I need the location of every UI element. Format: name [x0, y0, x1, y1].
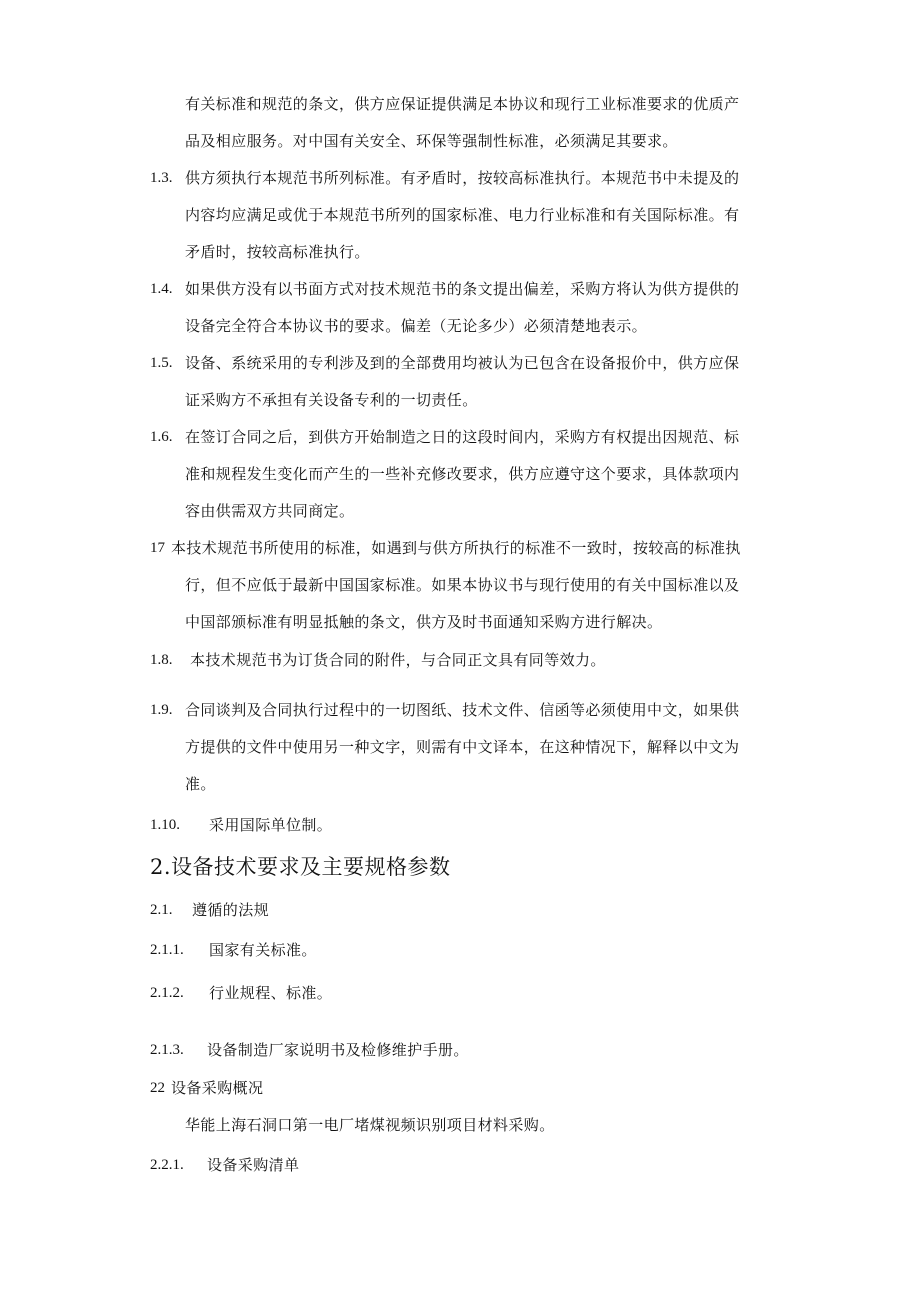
section-2-1-1-text: 国家有关标准。	[209, 941, 317, 959]
clause-line: 供方须执行本规范书所列标准。有矛盾时，按较高标准执行。本规范书中未提及的	[185, 169, 740, 187]
section-2-1-title: 遵循的法规	[192, 901, 270, 919]
section-2-2-title: 设备采购概况	[171, 1079, 264, 1097]
clause-number: 1.9.	[150, 702, 173, 718]
clause-line: 本技术规范书所使用的标准，如遇到与供方所执行的标准不一致时，按较高的标准执	[171, 539, 741, 557]
clause-line: 合同谈判及合同执行过程中的一切图纸、技术文件、信函等必须使用中文，如果供	[185, 701, 740, 719]
clause-number: 1.10.	[150, 817, 180, 833]
clause-line: 采用国际单位制。	[209, 816, 333, 834]
section-2-1-1-number: 2.1.1.	[150, 942, 184, 958]
clause-number: 1.4.	[150, 281, 173, 297]
clause-line: 如果供方没有以书面方式对技术规范书的条文提出偏差，采购方将认为供方提供的	[185, 280, 740, 298]
clause-line: 在签订合同之后，到供方开始制造之日的这段时间内，采购方有权提出因规范、标	[185, 428, 740, 446]
section-2-1-2-text: 行业规程、标准。	[209, 984, 333, 1002]
section-2-2-number: 22	[150, 1080, 165, 1096]
clause-line: 设备完全符合本协议书的要求。偏差（无论多少）必须清楚地表示。	[185, 317, 648, 335]
clause-number: 1.3.	[150, 170, 173, 186]
section-2-heading: 2.设备技术要求及主要规格参数	[150, 855, 451, 879]
clause-line: 方提供的文件中使用另一种文字，则需有中文译本，在这种情况下，解释以中文为	[185, 738, 740, 756]
clause-line: 行，但不应低于最新中国国家标准。如果本协议书与现行使用的有关中国标准以及	[185, 576, 740, 594]
section-2-1-2-number: 2.1.2.	[150, 985, 184, 1001]
clause-line: 准。	[185, 775, 216, 793]
clause-number: 17	[150, 540, 165, 556]
section-2-2-1-number: 2.2.1.	[150, 1157, 184, 1173]
section-2-1-3-text: 设备制造厂家说明书及检修维护手册。	[207, 1041, 469, 1059]
clause-line: 设备、系统采用的专利涉及到的全部费用均被认为已包含在设备报价中，供方应保	[185, 354, 740, 372]
clause-line: 证采购方不承担有关设备专利的一切责任。	[185, 391, 478, 409]
clause-line: 容由供需双方共同商定。	[185, 502, 355, 520]
intro-line-2: 品及相应服务。对中国有关安全、环保等强制性标准，必须满足其要求。	[185, 132, 678, 150]
clause-number: 1.8.	[150, 652, 173, 668]
section-2-1-3-number: 2.1.3.	[150, 1042, 184, 1058]
clause-line: 矛盾时，按较高标准执行。	[185, 243, 370, 261]
section-2-2-1-text: 设备采购清单	[207, 1156, 300, 1174]
section-2-1-number: 2.1.	[150, 902, 173, 918]
clause-line: 中国部颁标准有明显抵触的条文，供方及时书面通知采购方进行解决。	[185, 613, 663, 631]
clause-line: 准和规程发生变化而产生的一些补充修改要求，供方应遵守这个要求，具体款项内	[185, 465, 740, 483]
clause-line: 内容均应满足或优于本规范书所列的国家标准、电力行业标准和有关国际标准。有	[185, 206, 740, 224]
clause-number: 1.5.	[150, 355, 173, 371]
section-2-2-paragraph: 华能上海石洞口第一电厂堵煤视频识别项目材料采购。	[185, 1116, 555, 1134]
clause-number: 1.6.	[150, 429, 173, 445]
clause-line: 本技术规范书为订货合同的附件，与合同正文具有同等效力。	[190, 651, 606, 669]
intro-line-1: 有关标准和规范的条文，供方应保证提供满足本协议和现行工业标准要求的优质产	[185, 95, 740, 113]
